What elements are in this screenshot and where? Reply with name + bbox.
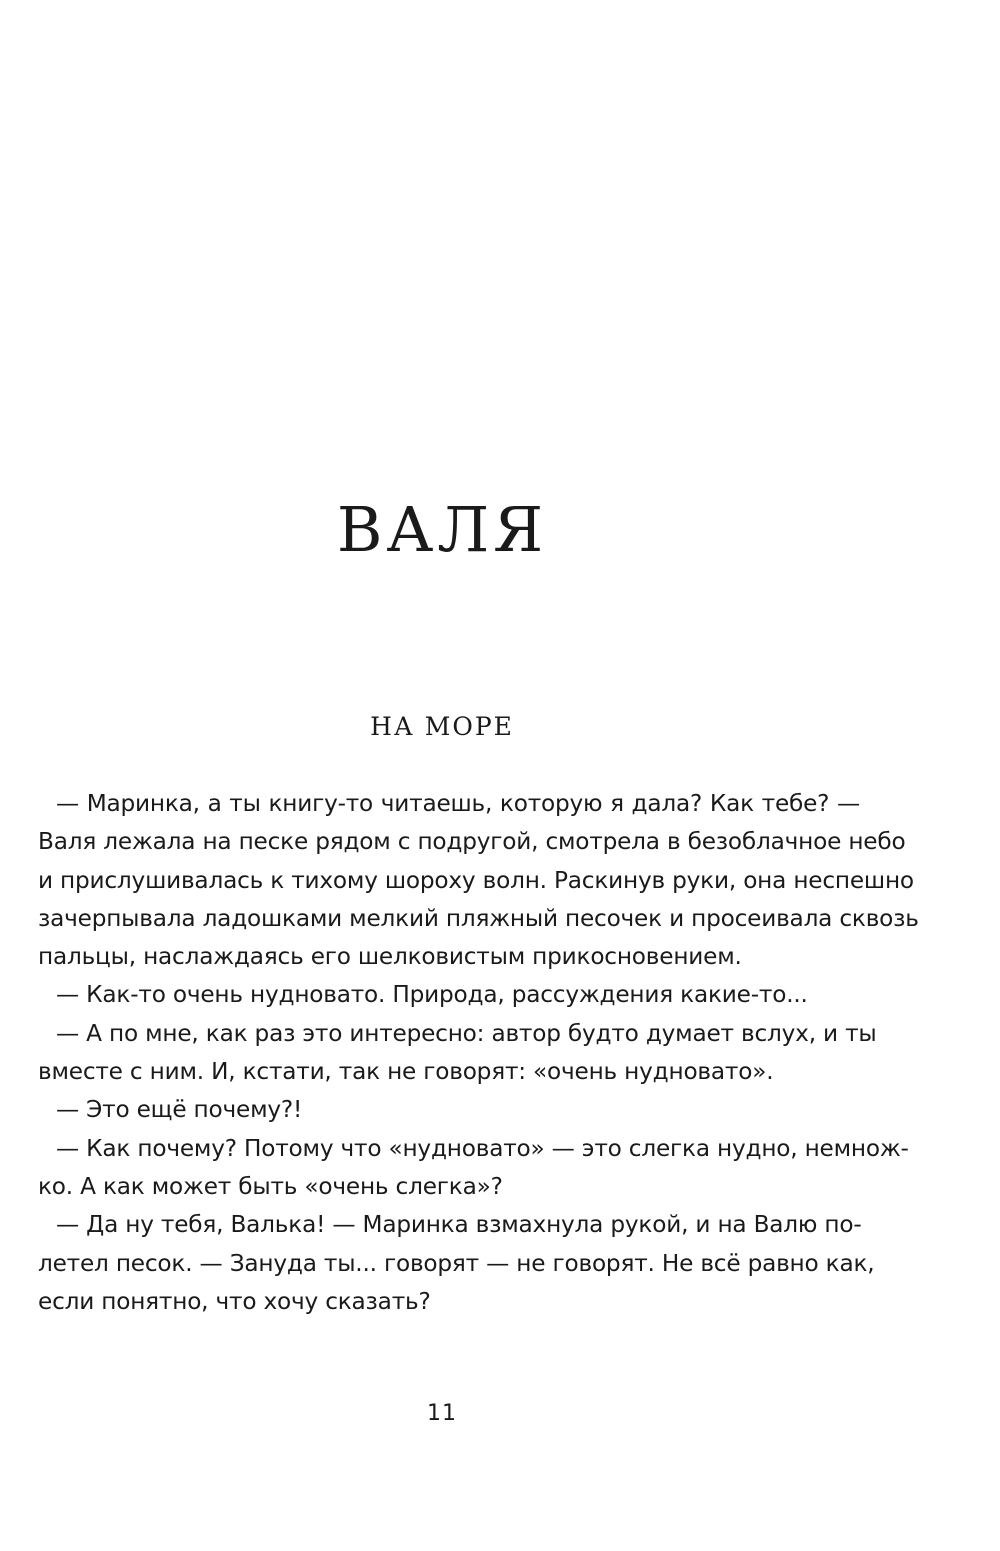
text-line: летел песок. — Зануда ты... говорят — не говорят. Не всё равно как,	[38, 1249, 875, 1277]
text-line: — Маринка, а ты книгу-то читаешь, которую я дала? Как тебе? —	[56, 790, 860, 817]
chapter-title: ВАЛЯ	[336, 493, 548, 566]
section-title: НА МОРЕ	[370, 712, 514, 741]
text-line: ко. А как может быть «очень слегка»?	[38, 1172, 503, 1200]
text-line: зачерпывала ладошками мелкий пляжный песочек и просеивала сквозь	[38, 904, 919, 932]
text-line: — Это ещё почему?!	[56, 1096, 303, 1124]
page-number: 11	[427, 1401, 457, 1426]
text-line: пальцы, наслаждаясь его шелковистым прикосновением.	[38, 943, 742, 971]
text-line: — Как-то очень нудновато. Природа, рассуждения какие-то...	[56, 981, 808, 1009]
text-line: Валя лежала на песке рядом с подругой, смотрела в безоблачное небо	[38, 828, 906, 856]
text-line: — Как почему? Потому что «нудновато» — это слегка нудно, немнож-	[56, 1134, 909, 1162]
text-line: вместе с ним. И, кстати, так не говорят: «очень нудновато».	[38, 1058, 774, 1086]
text-line: — Да ну тебя, Валька! — Маринка взмахнула рукой, и на Валю по-	[56, 1211, 862, 1239]
text-line: если понятно, что хочу сказать?	[38, 1287, 431, 1315]
text-line: — А по мне, как раз это интересно: автор будто думает вслух, и ты	[56, 1019, 877, 1047]
body-text	[38, 785, 919, 1321]
text-line: и прислушивалась к тихому шороху волн. Раскинув руки, она неспешно	[38, 866, 914, 894]
